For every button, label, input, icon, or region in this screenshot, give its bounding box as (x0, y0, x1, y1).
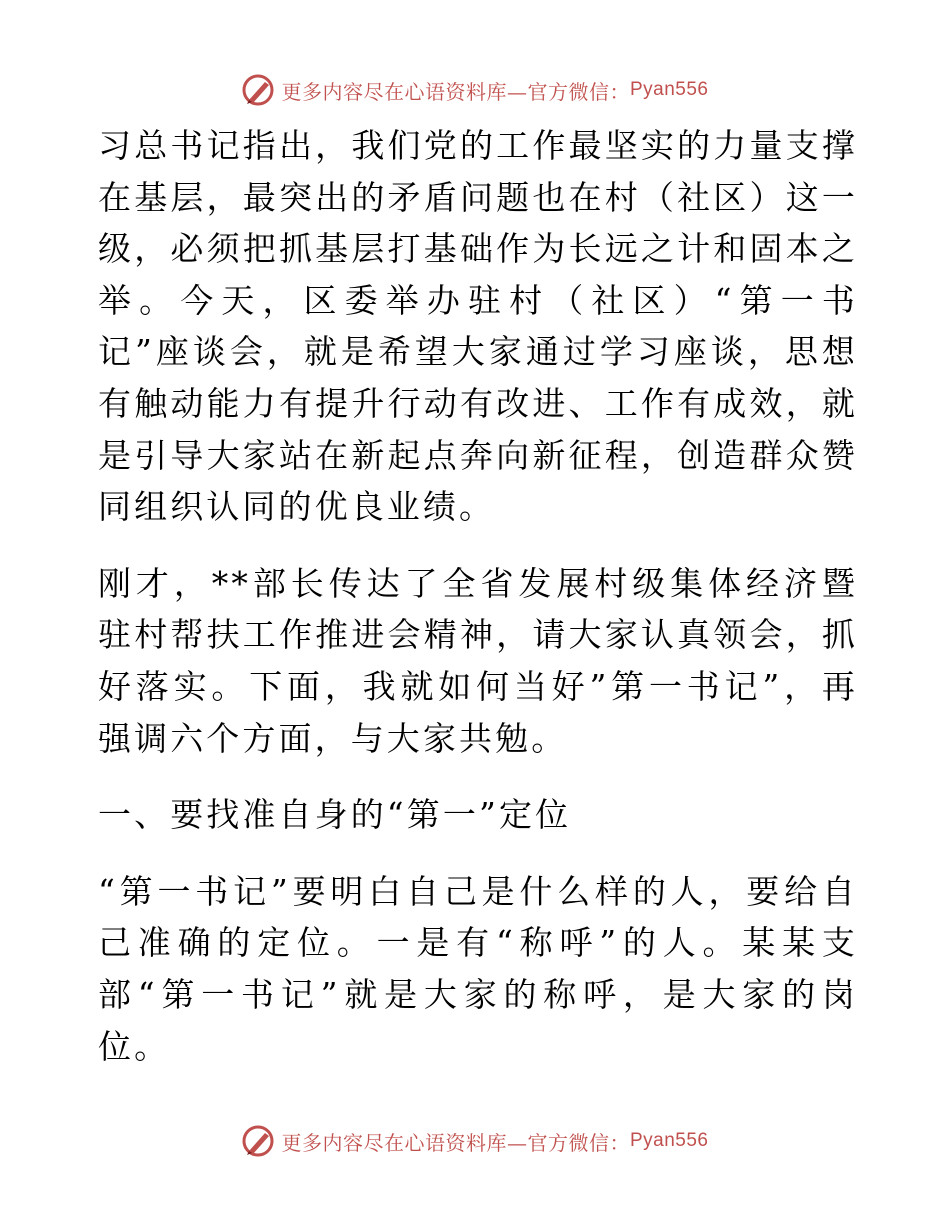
header-watermark (0, 70, 950, 110)
document-body (98, 120, 858, 1072)
pen-logo-icon (241, 1124, 275, 1158)
footer-handle: Pyan556 (629, 1130, 709, 1151)
paragraph-1: 习总书记指出，我们党的工作最坚实的力量支撑在基层，最突出的矛盾问题也在村（社区）这一级，必须把抓基层打基础作为长远之计和固本之举。今天，区委举办驻村（社区）“第一书记”座谈会，就是希望大家通过学习座谈，思想有触动能力有提升行动有改进、工作有成效，就是引导大家站在新起点奔向新征程，创造群众赞同组织认同的优良业绩。 (98, 126, 858, 527)
footer-watermark (0, 1121, 950, 1161)
paragraph-3: “第一书记”要明白自己是什么样的人，要给自己准确的定位。一是有“称呼”的人。某某支部“第一书记”就是大家的称呼，是大家的岗位。 (98, 871, 858, 1066)
pen-logo-icon (241, 73, 275, 107)
paragraph-2: 刚才，**部长传达了全省发展村级集体经济暨驻村帮扶工作推进会精神，请大家认真领会，抓好落实。下面，我就如何当好”第一书记”，再强调六个方面，与大家共勉。 (98, 563, 858, 758)
header-text: 更多内容尽在心语资料库—官方微信： (281, 79, 630, 104)
section-heading: 一、要找准自身的“第一”定位 (98, 795, 572, 835)
header-handle: Pyan556 (629, 79, 709, 100)
footer-text: 更多内容尽在心语资料库—官方微信： (281, 1130, 630, 1155)
